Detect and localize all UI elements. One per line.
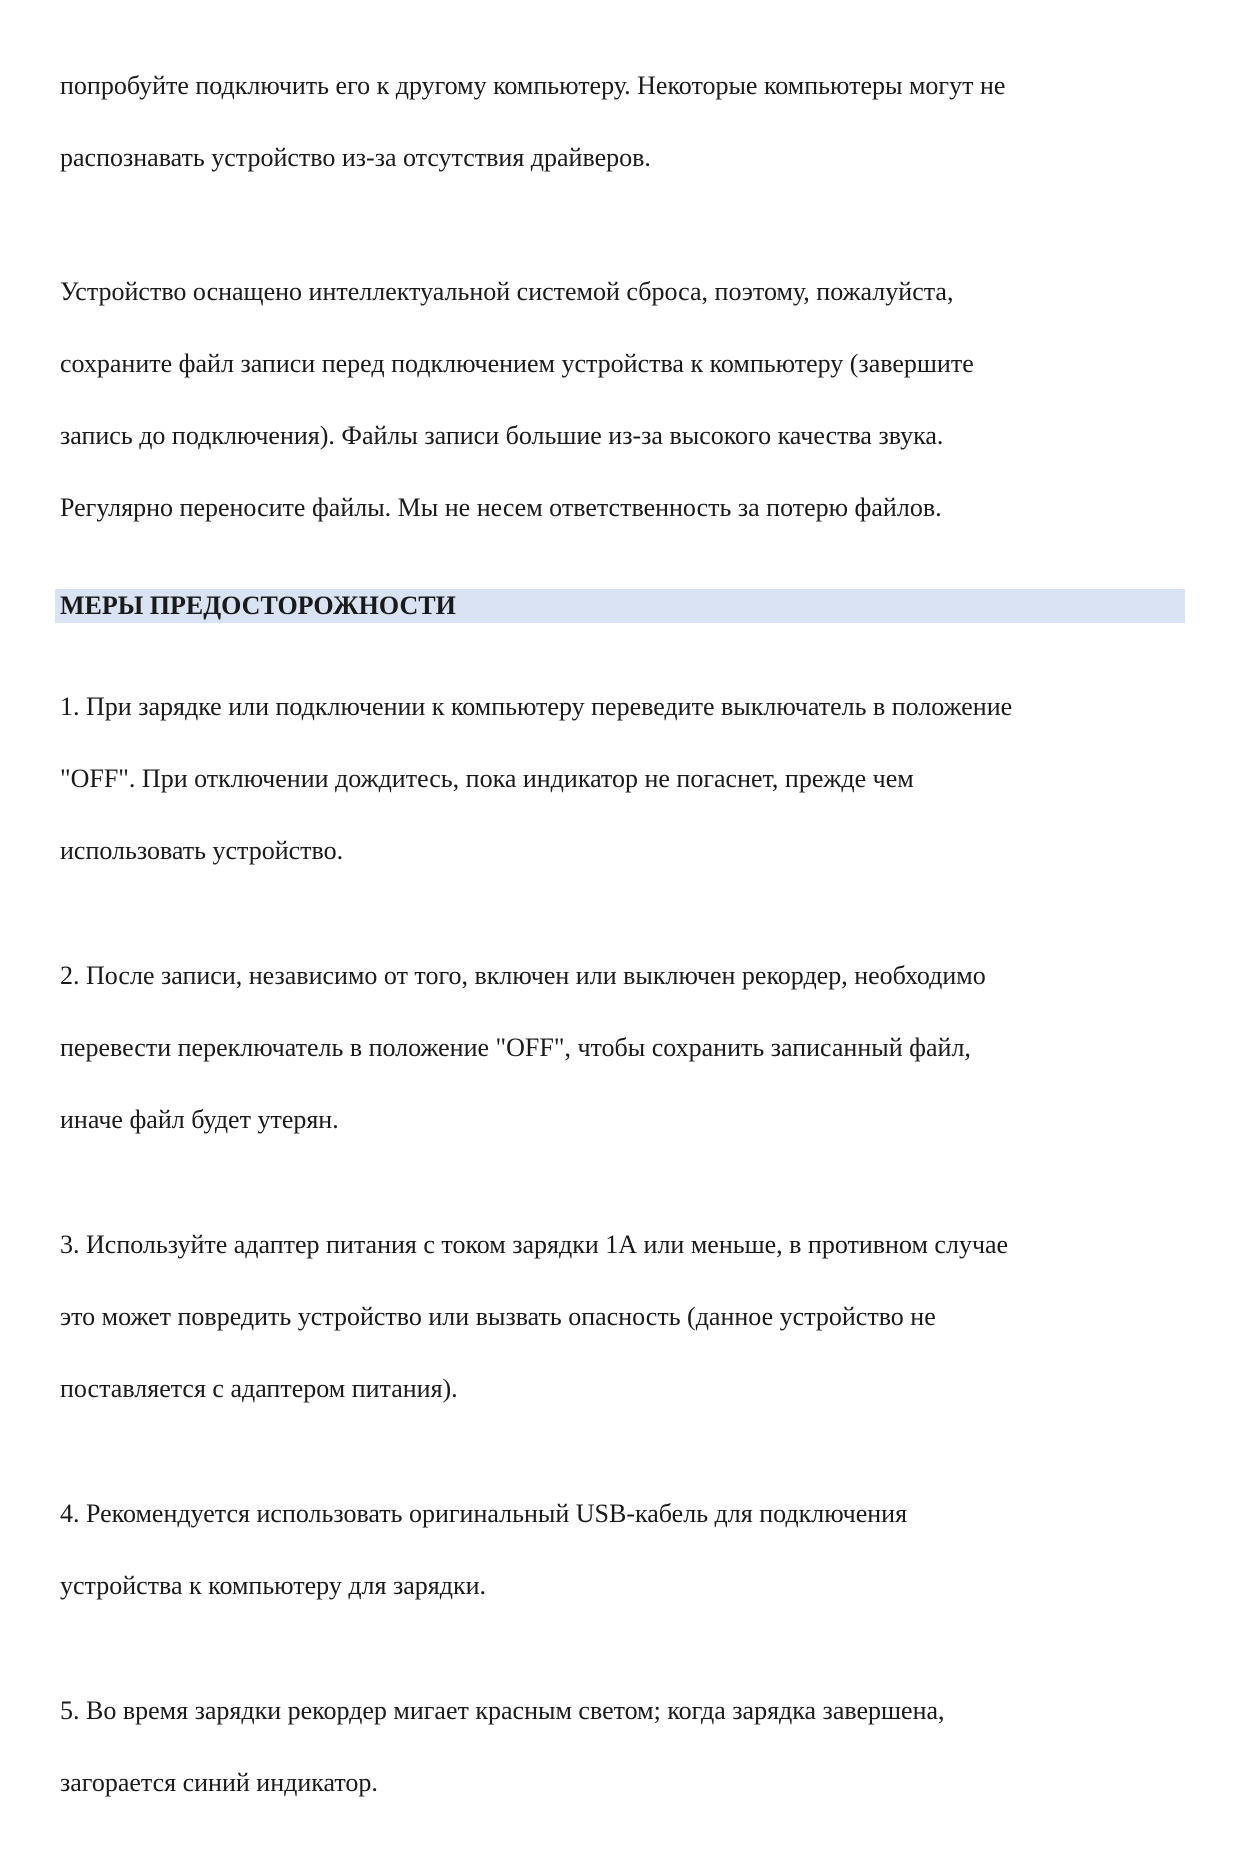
text-line: распознавать устройство из-за отсутствия драйверов. (60, 143, 651, 172)
precaution-item-4 (60, 1460, 1185, 1640)
text-line: 4. Рекомендуется использовать оригинальный USB-кабель для подключения (60, 1499, 908, 1528)
text-line: 1. При зарядке или подключении к компьютеру переведите выключатель в положение (60, 692, 1013, 721)
text-line: запись до подключения). Файлы записи большие из-за высокого качества звука. (60, 421, 944, 450)
text-line: Устройство оснащено интеллектуальной системой сброса, поэтому, пожалуйста, (60, 277, 954, 306)
text-line: это может повредить устройство или вызвать опасность (данное устройство не (60, 1302, 936, 1331)
text-line: загорается синий индикатор. (60, 1768, 378, 1797)
text-line: "OFF". При отключении дождитесь, пока индикатор не погаснет, прежде чем (60, 764, 914, 793)
text-line: 5. Во время зарядки рекордер мигает красным светом; когда зарядка завершена, (60, 1696, 945, 1725)
text-line: 3. Используйте адаптер питания с током зарядки 1А или меньше, в противном случае (60, 1230, 1009, 1259)
reset-note-paragraph (60, 238, 1185, 562)
precaution-item-3 (60, 1191, 1185, 1443)
text-line: 2. После записи, независимо от того, включен или выключен рекордер, необходимо (60, 961, 986, 990)
text-line: использовать устройство. (60, 836, 344, 865)
text-line: иначе файл будет утерян. (60, 1105, 339, 1134)
text-line: Регулярно переносите файлы. Мы не несем ответственность за потерю файлов. (60, 493, 942, 522)
precaution-item-2 (60, 922, 1185, 1174)
document-page (60, 32, 1185, 1854)
precaution-item-1 (60, 653, 1185, 905)
text-line: попробуйте подключить его к другому компьютеру. Некоторые компьютеры могут не (60, 71, 1006, 100)
intro-paragraph (60, 32, 1185, 212)
precaution-item-5 (60, 1657, 1185, 1837)
section-heading: МЕРЫ ПРЕДОСТОРОЖНОСТИ (55, 589, 1185, 623)
text-line: поставляется с адаптером питания). (60, 1374, 458, 1403)
text-line: сохраните файл записи перед подключением устройства к компьютеру (завершите (60, 349, 974, 378)
text-line: устройства к компьютеру для зарядки. (60, 1571, 487, 1600)
text-line: перевести переключатель в положение "OFF", чтобы сохранить записанный файл, (60, 1033, 971, 1062)
